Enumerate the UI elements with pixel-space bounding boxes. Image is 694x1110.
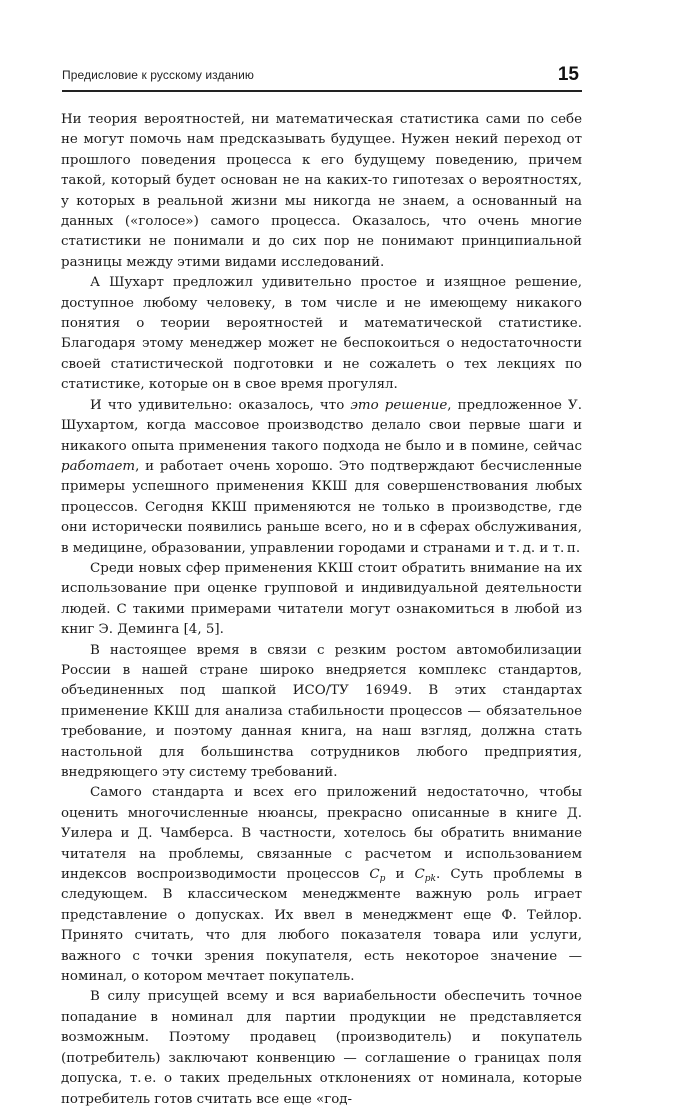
paragraph-7: В силу присущей всему и вся вариабельности обеспечить точное попадание в номинал для партии продукции не представляется возможным. Поэтому продавец (производитель) и покупатель (потребитель) заключают конвенцию — соглашение о границах поля допуска, т. е. о таких предельных отклонениях от номинала, которые потребитель готов считать все еще «год- [61,989,582,1107]
paragraph-3-text-c: , и работает очень хорошо. Это подтверждают бесчисленные примеры успешного применения ККШ для совершенствования любых процессов. Сегодня ККШ применяются не только в производстве, где они исторически появились раньше всего, но и в сферах обслуживания, в медицине, образовании, управлении городами и странами и т. д. и т. п. [61,458,582,556]
paragraph-6-text-a: Самого стандарта и всех его приложений недостаточно, чтобы оценить многочисленные нюансы, прекрасно описанные в книге Д. Уилера и Д. Чамберса. В частности, хотелось бы обратить внимание читателя на проблемы, связанные с расчетом и использованием индексов воспроизводимости процессов [61,785,582,883]
chapter-title: Предисловие к русскому изданию [62,68,255,82]
running-header [62,64,579,88]
paragraph-3-text-b: , предложенное У. Шухартом, когда массовое производство делало свои первые шаги и никакого опыта применения такого подхода не было и в помине, сейчас [61,397,582,454]
symbol-cpk [414,867,436,885]
page-number: 15 [557,64,579,85]
symbol-cpk-subscript: pk [424,874,436,885]
paragraph-3-text-a: И что удивительно: оказалось, что [90,397,351,413]
paragraph-3 [61,396,582,559]
symbol-cpk-base: C [414,867,425,883]
paragraph-6 [61,783,582,987]
emphasis-works: работает [61,458,136,474]
header-divider [62,90,582,92]
paragraph-1: Ни теория вероятностей, ни математическая статистика сами по себе не могут помочь нам предсказывать будущее. Нужен некий переход от прошлого поведения процесса к его будущему поведению, причем такой, который будет основан не на каких-то гипотезах о вероятностях, у которых в реальной жизни мы никогда не знаем, а основанный на данных («голосе») самого процесса. Оказалось, что очень многие статистики не понимали и до сих пор не понимают принципиальной разницы между этими видами исследований. [61,112,582,270]
paragraph-5: В настоящее время в связи с резким ростом автомобилизации России в нашей стране широко внедряется комплекс стандартов, объединенных под шапкой ИСО/ТУ 16949. В этих стандартах применение ККШ для анализа стабильности процессов — обязательное требование, и поэтому данная книга, на наш взгляд, должна стать настольной для большинства сотрудников любого предприятия, внедряющего эту систему требований. [61,642,582,780]
body-text [61,110,582,1110]
symbol-cp-base: C [369,867,380,883]
emphasis-solution: это решение [350,397,448,413]
paragraph-4: Среди новых сфер применения ККШ стоит обратить внимание на их использование при оценке групповой и индивидуальной деятельности людей. С такими примерами читатели могут ознакомиться в любой из книг Э. Деминга [4, 5]. [61,560,582,638]
symbol-cp-subscript: p [379,874,386,885]
symbol-cp [369,867,386,885]
paragraph-6-and: и [385,867,415,883]
paragraph-6-text-b: . Суть проблемы в следующем. В классическом менеджменте важную роль играет представление о допусках. Их ввел в менеджмент еще Ф. Тейлор. Принято считать, что для любого показателя товара или услуги, важного с точки зрения покупателя, есть некоторое значение — номинал, о котором мечтает покупатель. [61,867,582,985]
paragraph-2: А Шухарт предложил удивительно простое и изящное решение, доступное любому человеку, в том числе и не имеющему никакого понятия о теории вероятностей и математической статистике. Благодаря этому менеджер может не беспокоиться о недостаточности своей статистической подготовки и не сожалеть о тех лекциях по статистике, которые он в свое время прогулял. [61,275,582,393]
